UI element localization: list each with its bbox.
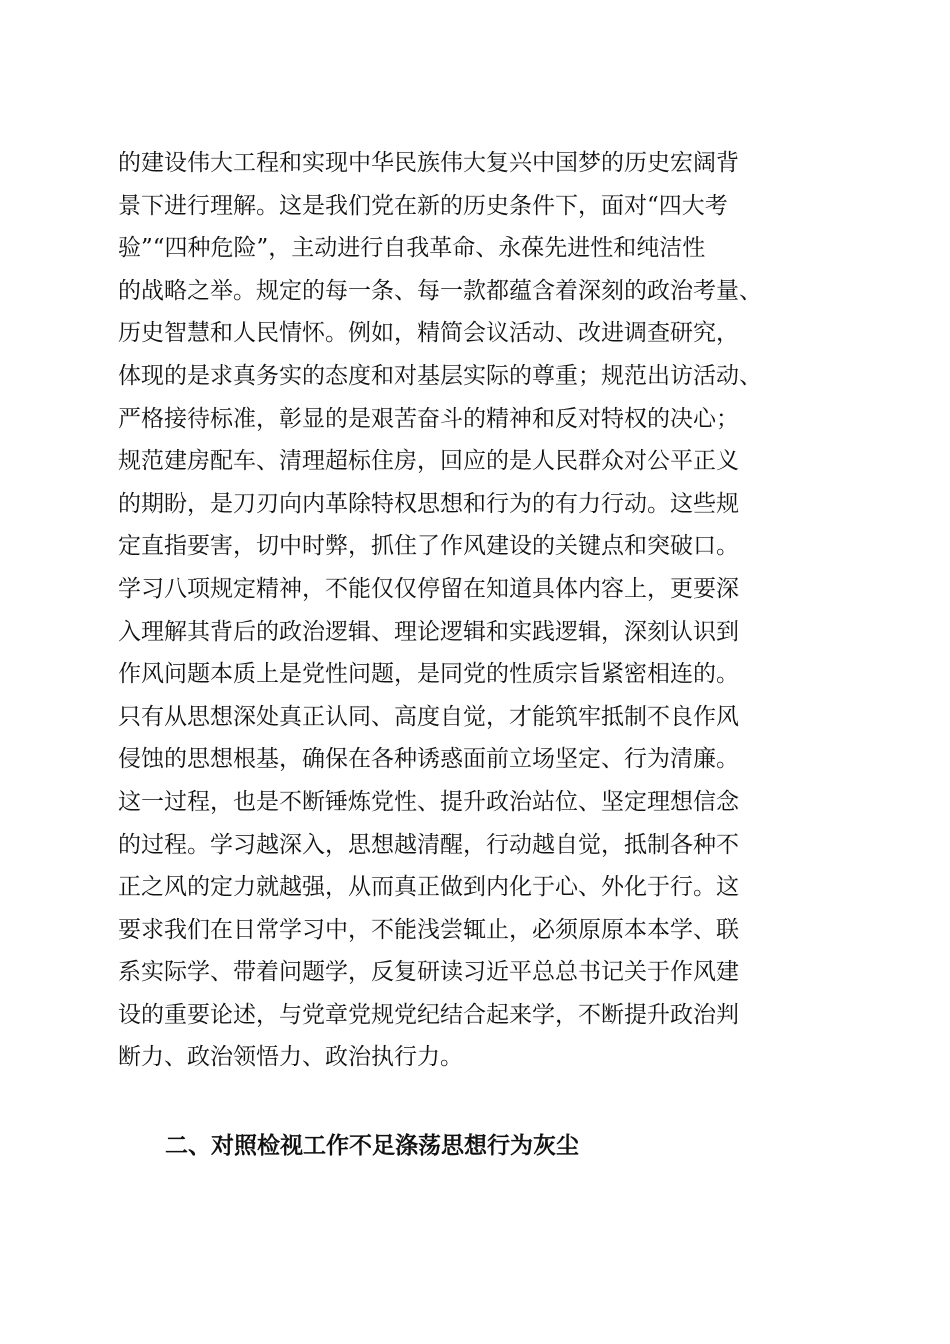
text-line: 的过程。学习越深入，思想越清醒，行动越自觉，抵制各种不 (118, 831, 739, 858)
text-line: 设的重要论述，与党章党规党纪结合起来学，不断提升政治判 (118, 1001, 739, 1028)
text-line: 侵蚀的思想根基，确保在各种诱惑面前立场坚定、行为清廉。 (118, 746, 739, 773)
text-line: 要求我们在日常学习中，不能浅尝辄止，必须原原本本学、联 (118, 916, 739, 943)
text-line: 正之风的定力就越强，从而真正做到内化于心、外化于行。这 (118, 874, 739, 901)
section-heading: 二、对照检视工作不足涤荡思想行为灰尘 (165, 1133, 579, 1159)
text-line: 定直指要害，切中时弊，抓住了作风建设的关键点和突破口。 (118, 533, 739, 560)
text-line: 的期盼，是刀刃向内革除特权思想和行为的有力行动。这些规 (118, 490, 739, 517)
text-line: 严格接待标准，彰显的是艰苦奋斗的精神和反对特权的决心； (118, 405, 739, 432)
text-line: 验”“四种危险”，主动进行自我革命、永葆先进性和纯洁性 (118, 235, 706, 262)
text-line: 学习八项规定精神，不能仅仅停留在知道具体内容上，更要深 (118, 575, 739, 602)
body-paragraph (118, 142, 838, 1079)
text-line: 景下进行理解。这是我们党在新的历史条件下，面对“四大考 (118, 192, 728, 219)
text-line: 规范建房配车、清理超标住房，回应的是人民群众对公平正义 (118, 448, 739, 475)
text-line: 的建设伟大工程和实现中华民族伟大复兴中国梦的历史宏阔背 (118, 150, 739, 176)
text-line: 入理解其背后的政治逻辑、理论逻辑和实践逻辑，深刻认识到 (118, 618, 739, 645)
text-line: 历史智慧和人民情怀。例如，精简会议活动、改进调查研究， (118, 320, 739, 347)
text-line: 这一过程，也是不断锤炼党性、提升政治站位、坚定理想信念 (118, 788, 739, 815)
text-line: 作风问题本质上是党性问题，是同党的性质宗旨紧密相连的。 (118, 661, 739, 688)
text-line: 的战略之举。规定的每一条、每一款都蕴含着深刻的政治考量、 (118, 277, 762, 304)
text-line: 系实际学、带着问题学，反复研读习近平总总书记关于作风建 (118, 959, 739, 986)
text-line: 体现的是求真务实的态度和对基层实际的尊重；规范出访活动、 (118, 362, 762, 389)
text-line: 只有从思想深处真正认同、高度自觉，才能筑牢抵制不良作风 (118, 703, 739, 730)
text-line: 断力、政治领悟力、政治执行力。 (118, 1044, 463, 1071)
